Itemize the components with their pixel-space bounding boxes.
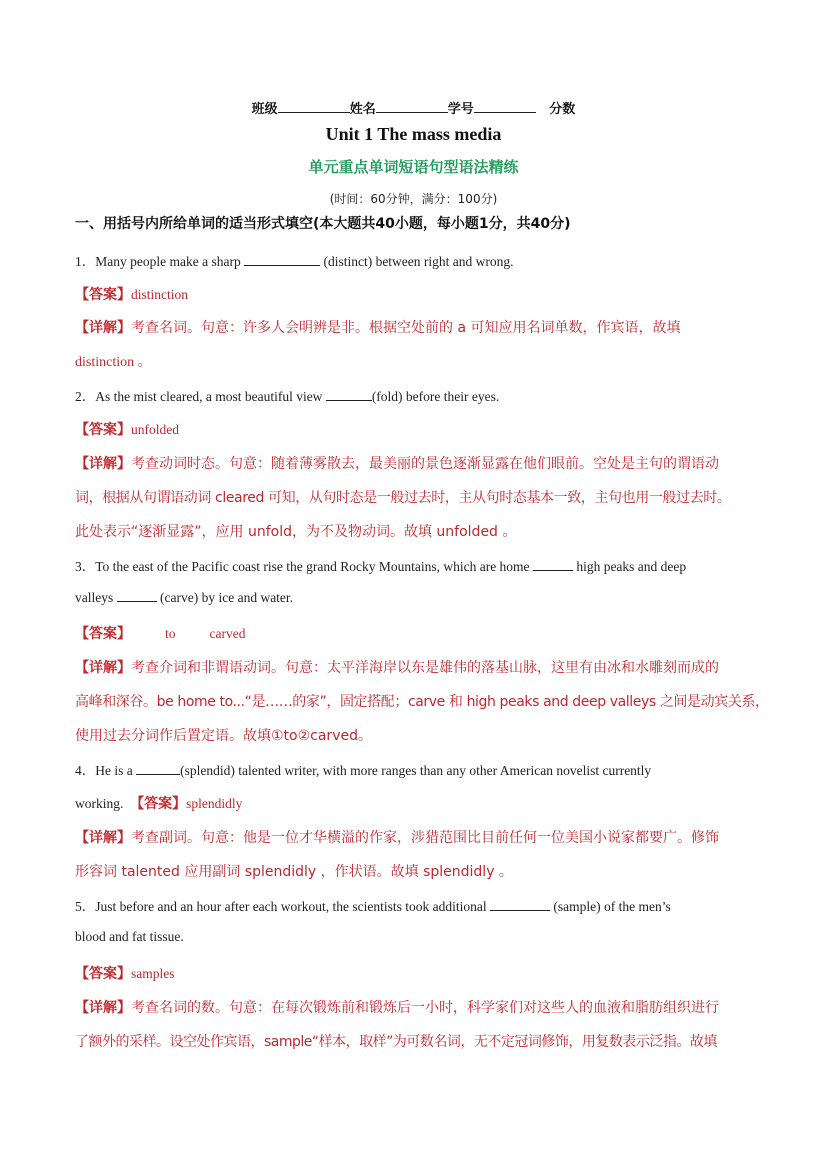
answer-row-2: [75, 419, 767, 439]
detail-label: 【详解】: [75, 660, 131, 676]
detail-text: distinction 。: [75, 355, 152, 370]
detail-text: 使用过去分词作后置定语。故填①to②carved。: [75, 728, 372, 744]
answer-label: 【答案】: [75, 966, 131, 982]
question-text: blood and fat tissue.: [75, 929, 184, 944]
detail-text: 考查动词时态。句意：随着薄雾散去，最美丽的景色逐渐显露在他们眼前。空处是主句的谓语动: [131, 456, 719, 472]
page-title: Unit 1 The mass media: [325, 124, 502, 144]
question-text: 5．Just before and an hour after each workout, the scientists took additional: [75, 899, 491, 914]
detail-label: 【详解】: [75, 320, 131, 336]
detail-text: 考查介词和非谓语动词。句意：太平洋海岸以东是雄伟的落基山脉，这里有由冰和水雕刻而成的: [131, 660, 719, 676]
answer-blank[interactable]: [490, 898, 550, 911]
question-text: (distinct) between right and wrong.: [320, 254, 514, 269]
question-3-cont: [75, 589, 767, 606]
section-heading: 一、用括号内所给单词的适当形式填空(本大题共40小题，每小题1分，共40分): [75, 216, 571, 232]
answer-value: splendidly: [186, 796, 243, 811]
student-info-line: [0, 98, 827, 117]
question-text: working.: [75, 796, 124, 811]
question-3: [75, 555, 767, 575]
detail-row-1: [75, 317, 767, 337]
student-id-label: 学号: [447, 102, 474, 117]
answer-value-2: carved: [209, 626, 246, 641]
name-blank[interactable]: [376, 100, 448, 113]
score-label: 分数: [549, 102, 576, 117]
answer-value: unfolded: [131, 422, 179, 437]
detail-row-4: [75, 827, 767, 847]
question-text: (splendid) talented writer, with more ranges than any other American novelist currently: [180, 763, 652, 778]
question-text: 4．He is a: [75, 763, 137, 778]
detail-text: 了额外的采样。设空处作宾语，sample“样本，取样”为可数名词，无不定冠词修饰，用复数表示泛指。故填: [75, 1034, 717, 1050]
detail-row-3-cont2: [75, 725, 767, 745]
question-text: 3．To the east of the Pacific coast rise the grand Rocky Mountains, which are home: [75, 559, 533, 574]
question-1: [75, 250, 767, 270]
answer-blank[interactable]: [136, 762, 180, 775]
detail-text: 考查副词。句意：他是一位才华横溢的作家，涉猎范围比目前任何一位美国小说家都要广。修饰: [131, 830, 719, 846]
detail-text: 高峰和深谷。be home to...“是……的家”，固定搭配；carve 和 high peaks and deep valleys 之间是动宾关系，: [75, 694, 769, 710]
detail-label: 【详解】: [75, 830, 131, 846]
answer-value: samples: [131, 966, 175, 981]
answer-row-3: [75, 623, 767, 643]
detail-row-4-cont: [75, 861, 767, 881]
answer-value-1: to: [165, 626, 176, 641]
answer-label: 【答案】: [130, 796, 187, 812]
student-id-blank[interactable]: [474, 100, 536, 113]
class-label: 班级: [251, 102, 278, 117]
question-2: [75, 385, 767, 405]
detail-text: 考查名词。句意：许多人会明辨是非。根据空处前的 a 可知应用名词单数，作宾语，故填: [131, 320, 681, 336]
exam-meta: (时间：60分钟，满分：100分): [329, 192, 498, 206]
answer-label: 【答案】: [75, 287, 131, 303]
answer-blank[interactable]: [326, 388, 372, 401]
detail-row-2-cont2: [75, 521, 767, 541]
detail-text: 此处表示“逐渐显露”，应用 unfold，为不及物动词。故填 unfolded 。: [75, 524, 517, 540]
question-text: (fold) before their eyes.: [371, 389, 500, 404]
page-subtitle: 单元重点单词短语句型语法精练: [308, 158, 519, 176]
question-text: 2．As the mist cleared, a most beautiful view: [75, 389, 326, 404]
detail-label: 【详解】: [75, 1000, 131, 1016]
answer-row-5: [75, 963, 767, 983]
answer-blank[interactable]: [244, 253, 320, 266]
question-5: [75, 895, 767, 915]
detail-text: 形容词 talented 应用副词 splendidly ，作状语。故填 splendidly 。: [75, 864, 513, 880]
answer-blank-1[interactable]: [533, 558, 573, 571]
question-text: (carve) by ice and water.: [156, 590, 294, 605]
question-4: [75, 759, 767, 779]
question-text: valleys: [75, 590, 117, 605]
detail-row-5-cont: [75, 1031, 767, 1051]
answer-value: distinction: [131, 287, 188, 302]
detail-row-5: [75, 997, 767, 1017]
answer-row-1: [75, 284, 767, 304]
question-text: high peaks and deep: [572, 559, 687, 574]
detail-text: 考查名词的数。句意：在每次锻炼前和锻炼后一小时，科学家们对这些人的血液和脂肪组织进行: [131, 1000, 719, 1016]
name-label: 姓名: [349, 102, 376, 117]
question-5-cont: [75, 929, 767, 945]
question-text: 1．Many people make a sharp: [75, 254, 245, 269]
detail-row-1-cont: [75, 351, 767, 371]
detail-row-3-cont: [75, 691, 767, 711]
detail-text: 词，根据从句谓语动词 cleared 可知，从句时态是一般过去时，主从句时态基本一致，主句也用一般过去时。: [75, 490, 731, 506]
detail-row-2-cont: [75, 487, 767, 507]
answer-label: 【答案】: [75, 626, 131, 642]
detail-label: 【详解】: [75, 456, 131, 472]
question-text: (sample) of the men’s: [550, 899, 671, 914]
class-blank[interactable]: [278, 100, 350, 113]
question-4-cont: [75, 793, 767, 813]
answer-label: 【答案】: [75, 422, 131, 438]
detail-row-3: [75, 657, 767, 677]
answer-blank-2[interactable]: [117, 589, 157, 602]
detail-row-2: [75, 453, 767, 473]
